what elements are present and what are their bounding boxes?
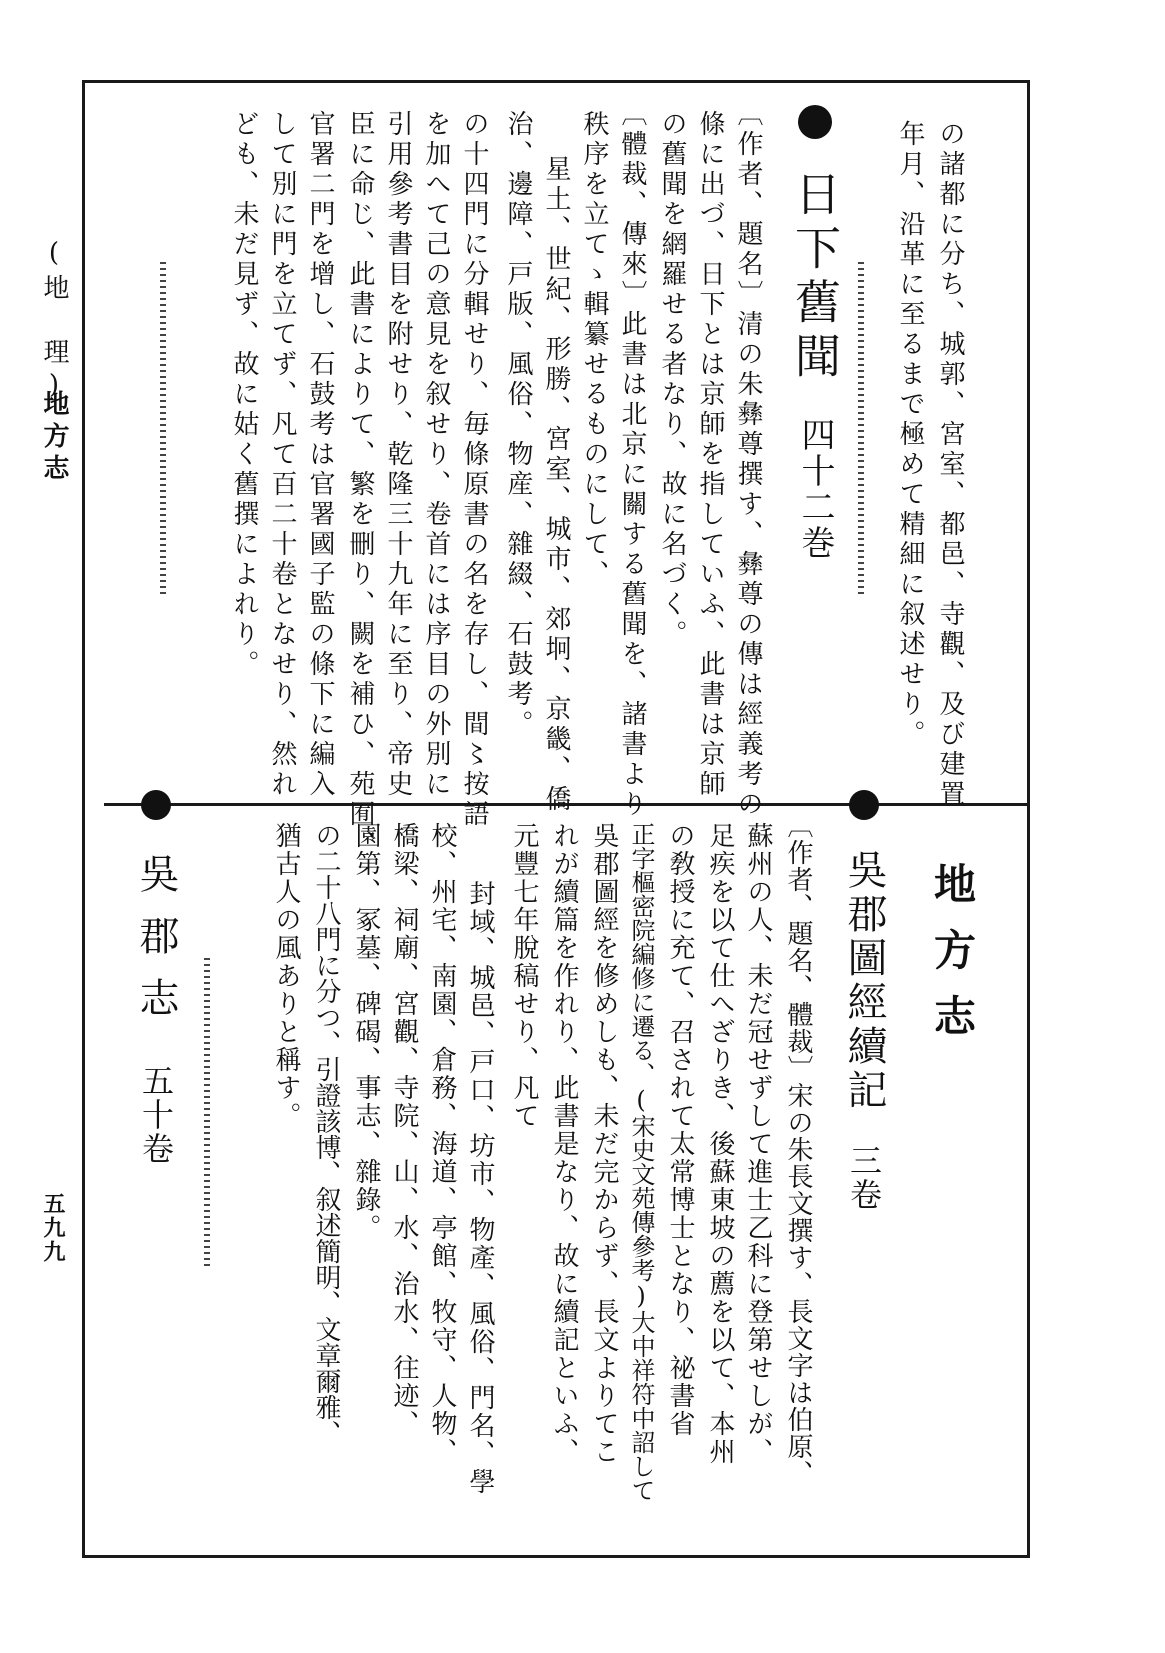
bullet-icon — [141, 790, 171, 820]
lower-line-6: 吳郡圖經を修めしも、未だ完からず、長文よりてこ — [589, 822, 619, 1466]
upper-line-11: 臣に命じ、此書によりて、繁を刪り、闕を補ひ、苑囿、 — [345, 110, 375, 860]
upper-line-5: 秩序を立てゝ輯纂せるものにして、 — [579, 110, 609, 590]
lower-line-12: 園第、冢墓、碑碣、事志、雜錄。 — [351, 822, 381, 1242]
lower-line-3: 足疾を以て仕へざりき、後蘇東坡の薦を以て、本州 — [705, 822, 735, 1466]
upper-line-10: 引用參考書目を附せり、乾隆三十九年に至り、帝史 — [383, 110, 413, 800]
lower-line-2: 蘇州の人、未だ冠せずして進士乙科に登第せしが、 — [743, 822, 773, 1466]
lower-line-5: 正字樞密院編修に遷る、(宋史文苑傳參考)大中祥符中詔して — [627, 822, 655, 1502]
page-number: 五九九 — [40, 1192, 66, 1264]
margin-category: (地 理) — [39, 238, 69, 406]
lower-line-11: 橋梁、祠廟、宮觀、寺院、山、水、治水、往迹、 — [389, 822, 419, 1438]
bullet-icon — [849, 790, 879, 820]
upper-line-8: の十四門に分輯せり、毎條原書の名を存し、間〻按語 — [459, 110, 489, 830]
entry-heading-wugun-tujing-xuji — [836, 790, 893, 1210]
lower-line-10: 校、州宅、南園、倉務、海道、亭館、牧守、人物、 — [427, 822, 457, 1466]
upper-intro-line-1: の諸都に分ち、城郭、宮室、都邑、寺觀、及び建置 — [935, 120, 965, 810]
entry-heading-nikka-kyubun — [782, 105, 848, 561]
entry-volumes: 四十二巻 — [795, 417, 835, 561]
divider-wavy — [858, 262, 864, 597]
upper-line-4: 〔體裁、傳來〕此書は北京に關する舊聞を、諸書より — [617, 100, 647, 820]
lower-line-1: 〔作者、題名、體裁〕宋の朱長文撰す、長文字は伯原、 — [783, 812, 813, 1487]
lower-line-9: 封域、城邑、戸口、坊市、物產、風俗、門名、學 — [465, 852, 495, 1496]
entry-volumes: 三卷 — [845, 1144, 883, 1212]
bullet-icon — [798, 105, 832, 139]
upper-line-7: 治、邊障、戸版、風俗、物産、雜綴、石鼓考。 — [503, 110, 533, 740]
divider-wavy — [160, 262, 166, 597]
lower-line-4: の敎授に充て、召されて太常博士となり、祕書省 — [665, 822, 695, 1438]
upper-line-14: ども、未だ見ず、故に姑く舊撰によれり。 — [229, 110, 259, 680]
divider-wavy — [204, 958, 210, 1268]
entry-title: 吳郡圖經續記 — [841, 849, 887, 1113]
lower-line-8: 元豐七年脫稿せり、凡て — [509, 822, 539, 1130]
upper-intro-line-2: 年月、沿革に至るまで極めて精細に叙述せり。 — [895, 120, 925, 750]
entry-heading-wugun-zhi — [128, 790, 185, 1170]
margin-section: 地方志 — [39, 390, 69, 486]
section-heading: 地方志 — [928, 862, 977, 1060]
lower-line-14: 猶古人の風ありと稱す。 — [271, 822, 301, 1130]
upper-line-2: 條に出づ、日下とは京師を指していふ、此書は京師 — [695, 110, 725, 800]
lower-line-13: の二十八門に分つ、引證該博、叙述簡明、文章爾雅、 — [311, 822, 341, 1446]
upper-line-12: 官署二門を增し、石鼓考は官署國子監の條下に編入 — [305, 110, 335, 800]
entry-volumes: 五十卷 — [137, 1064, 175, 1166]
entry-title: 吳郡志 — [133, 853, 179, 1039]
entry-title: 日下舊聞 — [788, 170, 842, 386]
upper-line-9: を加へて己の意見を叙せり、卷首には序目の外別に — [421, 110, 451, 800]
lower-line-7: れが續篇を作れり、此書是なり、故に續記といふ、 — [549, 822, 579, 1466]
upper-line-6: 星土、世紀、形勝、宮室、城市、郊坰、京畿、僑 — [541, 125, 571, 815]
upper-line-3: の舊聞を網羅せる者なり、故に名づく。 — [657, 110, 687, 650]
upper-line-1: 〔作者、題名〕清の朱彝尊撰す、彝尊の傳は經義考の — [733, 100, 763, 820]
upper-line-13: して別に門を立てず、凡て百二十卷となせり、然れ — [267, 110, 297, 800]
